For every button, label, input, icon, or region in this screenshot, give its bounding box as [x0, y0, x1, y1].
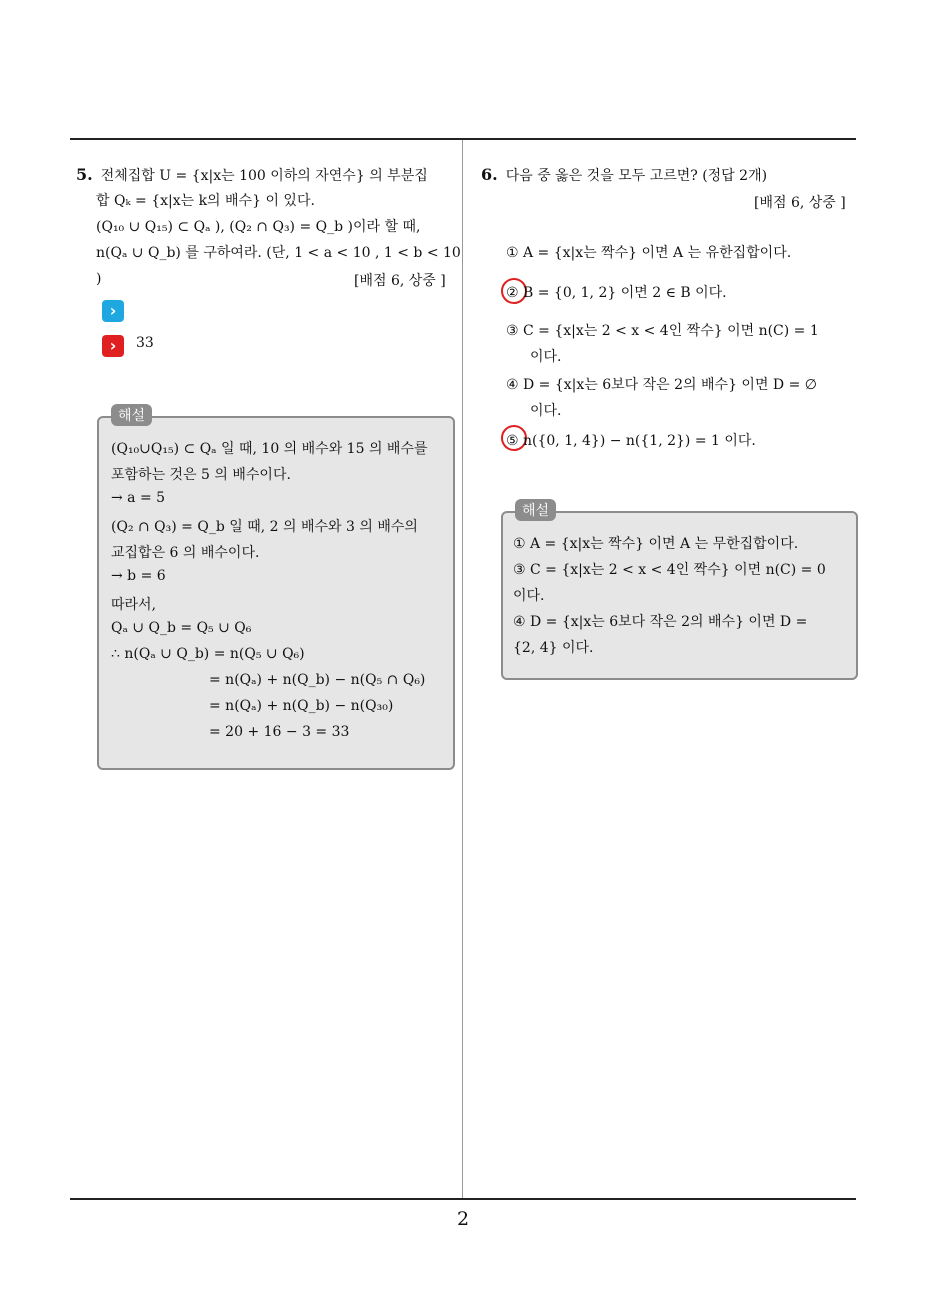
- solution-line: → a = 5: [111, 490, 166, 506]
- page-number: 2: [456, 1208, 470, 1230]
- question-6-number-line: [481, 162, 767, 189]
- option-4-cont: 이다.: [530, 403, 562, 419]
- solution-tag: 해설: [515, 499, 556, 521]
- question-5-number-line: [76, 162, 428, 189]
- chevron-right-icon[interactable]: ›: [102, 300, 124, 322]
- question-text-line: ): [96, 271, 102, 287]
- question-text-line: n(Qₐ ∪ Q_b) 를 구하여라. (단, 1 < a < 10 , 1 < b < 10: [96, 245, 461, 261]
- solution-line: ∴ n(Qₐ ∪ Q_b) = n(Q₅ ∪ Q₆): [111, 646, 305, 662]
- solution-line: 교집합은 6 의 배수이다.: [111, 545, 260, 561]
- solution-line: 포함하는 것은 5 의 배수이다.: [111, 467, 291, 483]
- solution-line: 이다.: [513, 588, 545, 604]
- footer-rule: [70, 1198, 856, 1200]
- solution-line: 따라서,: [111, 597, 157, 613]
- question-number: 6.: [481, 165, 498, 184]
- question-number: 5.: [76, 165, 93, 184]
- solution-line: → b = 6: [111, 568, 166, 584]
- solution-line: (Q₂ ∩ Q₃) = Q_b 일 때, 2 의 배수와 3 의 배수의: [111, 519, 418, 535]
- solution-line: ③ C = {x|x는 2 < x < 4인 짝수} 이면 n(C) = 0: [513, 562, 826, 578]
- solution-line: Qₐ ∪ Q_b = Q₅ ∪ Q₆: [111, 620, 252, 636]
- question-text-line: (Q₁₀ ∪ Q₁₅) ⊂ Qₐ ), (Q₂ ∩ Q₃) = Q_b )이라 할 때,: [96, 219, 421, 235]
- solution-box: [501, 503, 858, 680]
- option-3[interactable]: ③ C = {x|x는 2 < x < 4인 짝수} 이면 n(C) = 1: [506, 323, 819, 339]
- solution-line: (Q₁₀∪Q₁₅) ⊂ Qₐ 일 때, 10 의 배수와 15 의 배수를: [111, 441, 428, 457]
- answer-text: 33: [136, 335, 154, 351]
- option-2[interactable]: ② B = {0, 1, 2} 이면 2 ∈ B 이다.: [506, 285, 727, 301]
- option-5[interactable]: ⑤ n({0, 1, 4}) − n({1, 2}) = 1 이다.: [506, 433, 756, 449]
- option-1[interactable]: ① A = {x|x는 짝수} 이면 A 는 유한집합이다.: [506, 245, 792, 261]
- question-text-line: 다음 중 옳은 것을 모두 고르면? (정답 2개): [505, 168, 768, 184]
- solution-line: = n(Qₐ) + n(Q_b) − n(Q₅ ∩ Q₆): [209, 672, 426, 688]
- column-divider: [462, 140, 463, 1200]
- score-meta: [배점 6, 상중 ]: [754, 195, 846, 211]
- solution-line: = 20 + 16 − 3 = 33: [209, 724, 350, 740]
- header-rule: [70, 138, 856, 140]
- option-4[interactable]: ④ D = {x|x는 6보다 작은 2의 배수} 이면 D = ∅: [506, 377, 817, 393]
- chevron-right-icon[interactable]: ›: [102, 335, 124, 357]
- solution-box: [97, 408, 455, 770]
- solution-line: = n(Qₐ) + n(Q_b) − n(Q₃₀): [209, 698, 394, 714]
- solution-line: ① A = {x|x는 짝수} 이면 A 는 무한집합이다.: [513, 536, 799, 552]
- solution-line: {2, 4} 이다.: [513, 640, 594, 656]
- score-meta: [배점 6, 상중 ]: [354, 273, 446, 289]
- solution-tag: 해설: [111, 404, 152, 426]
- question-text-line: 전체집합 U = {x|x는 100 이하의 자연수} 의 부분집: [100, 168, 428, 184]
- solution-line: ④ D = {x|x는 6보다 작은 2의 배수} 이면 D =: [513, 614, 808, 630]
- question-text-line: 합 Qₖ = {x|x는 k의 배수} 이 있다.: [96, 193, 315, 209]
- option-3-cont: 이다.: [530, 349, 562, 365]
